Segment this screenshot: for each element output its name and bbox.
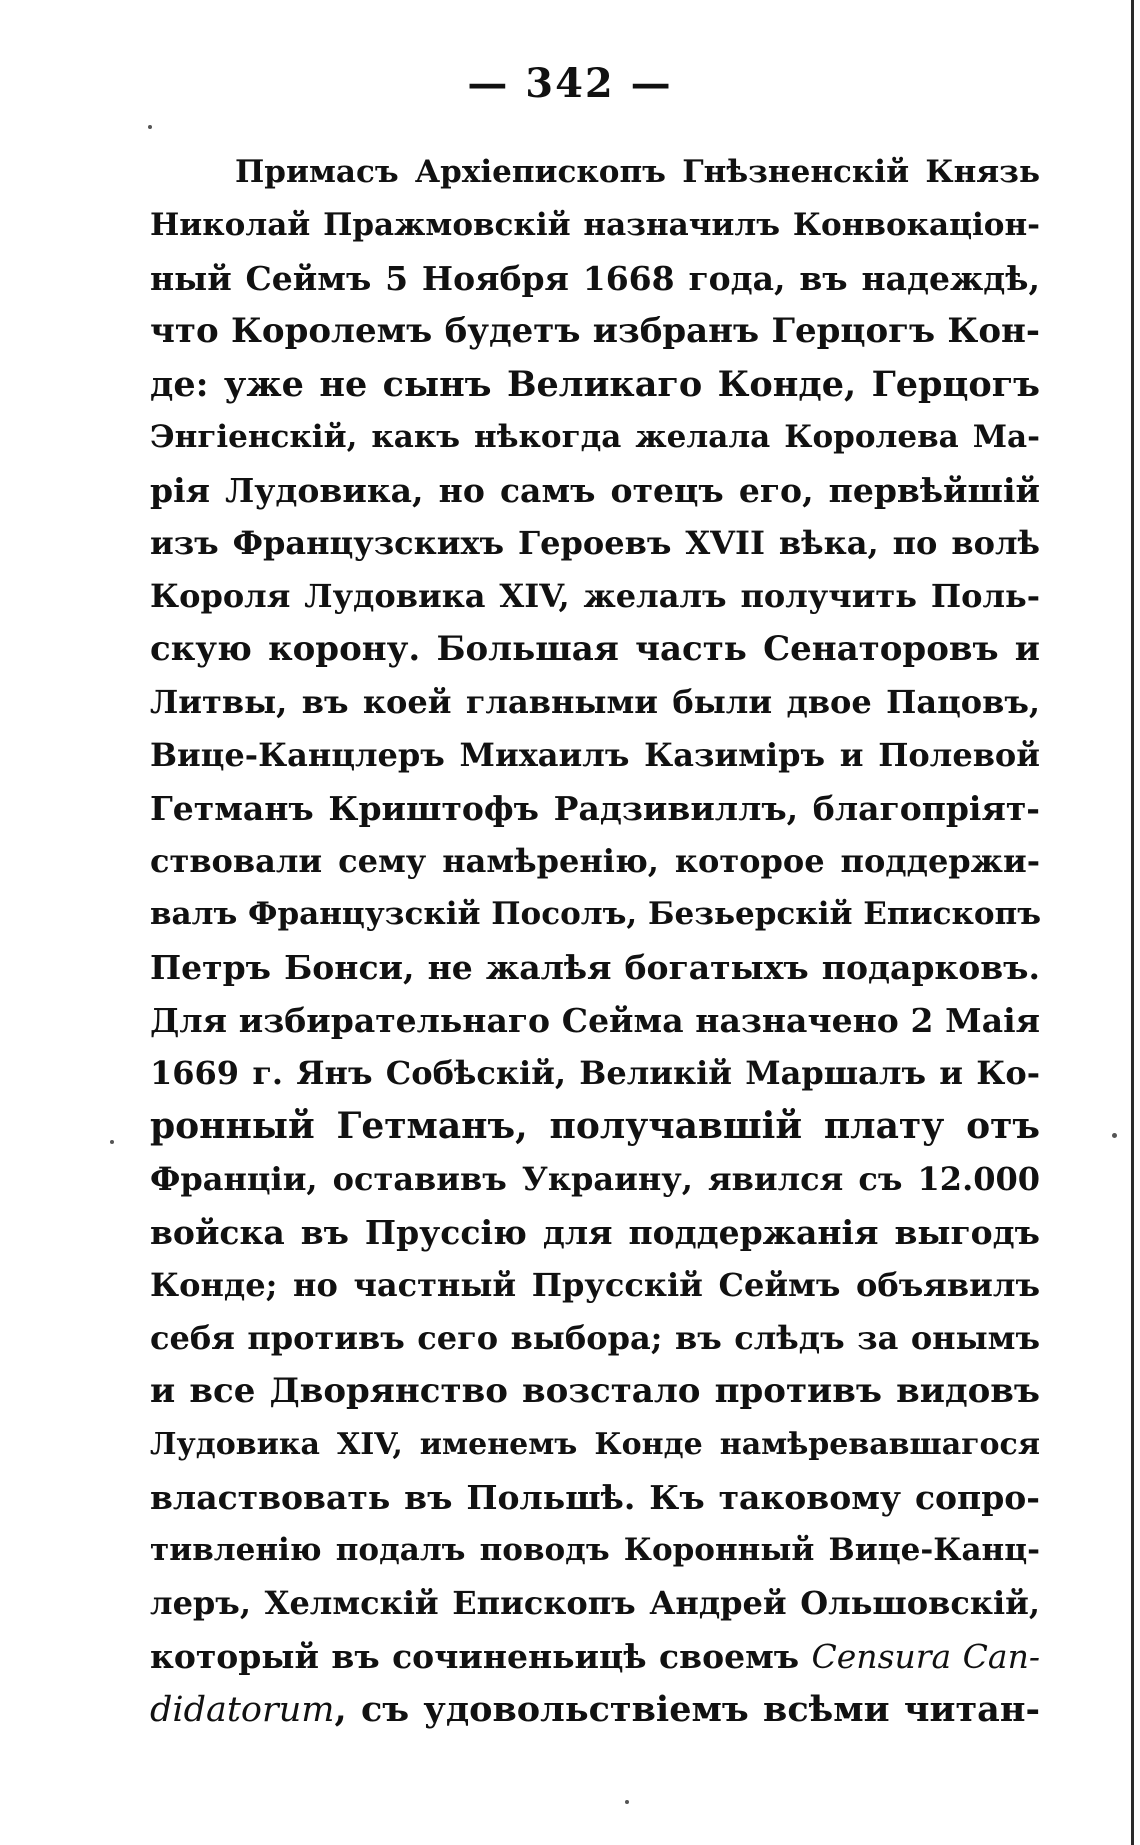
text-line-roman: , съ удовольствіемъ всѣми читан-: [334, 1689, 1040, 1730]
text-line: войска въ Пруссію для поддержанія выгодъ: [150, 1213, 1040, 1252]
latin-title-part1: Censura Can-: [811, 1637, 1040, 1676]
text-line: Конде; но частный Прусскій Сеймъ объявилъ: [150, 1266, 1040, 1304]
text-line: Для избирательнаго Сейма назначено 2 Маія: [150, 1001, 1040, 1040]
print-speck: [148, 125, 152, 129]
page-number-header: — 342 —: [467, 60, 673, 107]
text-line: и все Дворянство возстало противъ видовъ: [150, 1371, 1040, 1411]
text-line: ный Сеймъ 5 Ноября 1668 года, въ надеждѣ,: [150, 259, 1040, 298]
text-line: себя противъ сего выбора; въ слѣдъ за онымъ: [150, 1319, 1040, 1357]
text-line: 1669 г. Янъ Собѣскій, Великій Маршалъ и Ко-: [150, 1054, 1040, 1092]
text-line: Петръ Бонси, не жалѣя богатыхъ подарковъ.: [150, 948, 1040, 987]
print-speck: [625, 1800, 629, 1804]
text-line: что Королемъ будетъ избранъ Герцогъ Кон-: [150, 311, 1040, 351]
print-speck: [1112, 1133, 1117, 1138]
text-line: Литвы, въ коей главными были двое Пацовъ,: [150, 683, 1040, 721]
text-line: рія Лудовика, но самъ отецъ его, первѣйшій: [150, 471, 1040, 510]
text-line: Примасъ Архіепископъ Гнѣзненскій Князь: [235, 154, 1040, 190]
text-line: властвовать въ Польшѣ. Къ таковому сопро-: [150, 1478, 1040, 1517]
text-line: Энгіенскій, какъ нѣкогда желала Королева Ма-: [150, 419, 1040, 455]
text-line: Вице-Канцлеръ Михаилъ Казиміръ и Полевой: [150, 736, 1040, 774]
text-line: леръ, Хелмскій Епископъ Андрей Ольшовскій,: [150, 1584, 1040, 1622]
text-line: де: уже не сынъ Великаго Конде, Герцогъ: [150, 364, 1040, 405]
text-line: тивленію подалъ поводъ Коронный Вице-Канц-: [150, 1532, 1040, 1568]
text-line: Франціи, оставивъ Украину, явился съ 12.000: [150, 1160, 1040, 1198]
text-line: Лудовика XIV, именемъ Конде намѣревавшагося: [150, 1427, 1040, 1462]
latin-title-part2: didatorum: [150, 1690, 335, 1730]
text-line: скую корону. Большая часть Сенаторовъ и: [150, 629, 1040, 669]
text-line: [150, 1630, 1040, 1683]
text-line: изъ Французскихъ Героевъ XVII вѣка, по волѣ: [150, 524, 1040, 562]
text-line: [150, 1683, 1040, 1736]
print-speck: [110, 1140, 114, 1144]
text-line: Короля Лудовика XIV, желалъ получить Поль-: [150, 577, 1040, 615]
text-line: Гетманъ Криштофъ Радзивиллъ, благопріят-: [150, 789, 1040, 828]
page-edge-line: [1131, 0, 1134, 1845]
text-line: валъ Французскій Посолъ, Безьерскій Епископъ: [150, 896, 1041, 932]
text-line-roman: который въ сочиненьицѣ своемъ: [150, 1637, 800, 1676]
text-line: ронный Гетманъ, получавшій плату отъ: [150, 1105, 1040, 1147]
body-text: [150, 146, 1040, 1736]
text-line: Николай Пражмовскій назначилъ Конвокаціон-: [150, 207, 1040, 243]
text-line: ствовали сему намѣренію, которое поддержи-: [150, 842, 1040, 880]
